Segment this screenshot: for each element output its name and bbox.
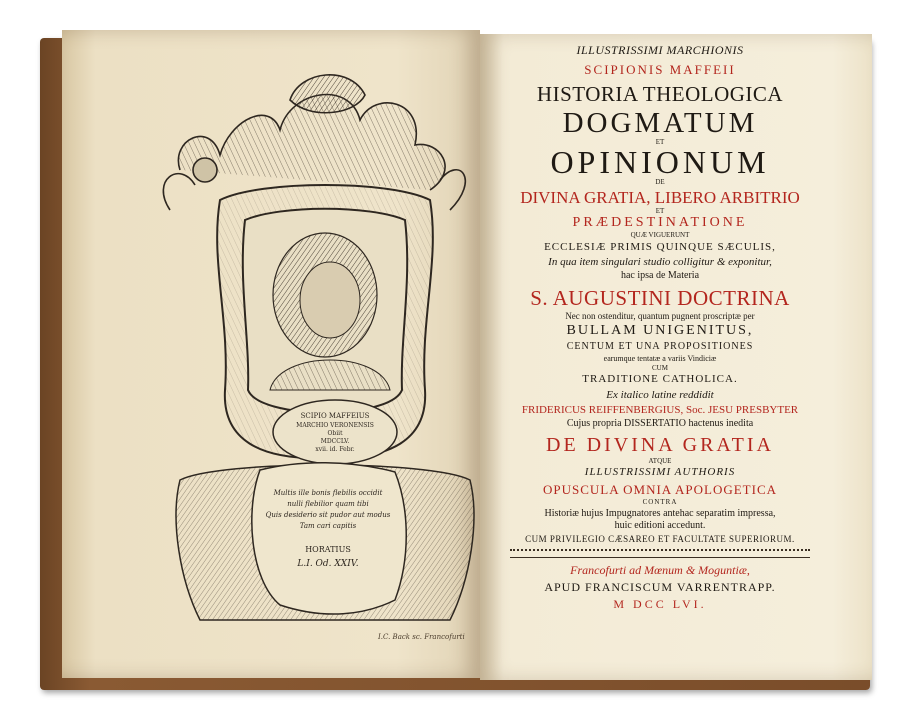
verse-line-1: Multis ille bonis flebilis occidit [273, 489, 383, 497]
title-line-28: OPUSCULA OMNIA APOLOGETICA [542, 482, 778, 497]
title-line-1: ILLUSTRISSIMI MARCHIONIS [576, 43, 744, 57]
title-line-15: S. AUGUSTINI DOCTRINA [530, 286, 790, 310]
title-line-7: DE [655, 178, 665, 186]
name-plaque [273, 400, 397, 464]
frontispiece-engraving [150, 60, 500, 640]
title-line-20: CUM [652, 364, 668, 372]
title-line-8: DIVINA GRATIA, LIBERO ARBITRIO [520, 188, 800, 207]
title-line-4: DOGMATUM [562, 107, 758, 139]
title-line-16: Nec non ostenditur, quantum pugnent proscriptæ per [565, 311, 755, 321]
verse-reference: L.I. Od. XXIV. [297, 559, 359, 569]
title-line-13: In qua item singulari studio colligitur & exponitur, [548, 256, 772, 268]
title-line-9: ET [655, 207, 665, 215]
title-page-text [482, 44, 838, 610]
title-line-18: CENTUM ET UNA PROPOSITIONES [566, 341, 754, 352]
title-line-21: TRADITIONE CATHOLICA. [582, 373, 738, 385]
title-line-24: Cujus propria DISSERTATIO hactenus inedita [566, 418, 754, 429]
plaque-line-2: MARCHIO VERONENSIS [296, 422, 374, 429]
title-line-23: FRIDERICUS REIFFENBERGIUS, Soc. JESU PRESBYTER [521, 404, 799, 416]
title-line-11: QUÆ VIGUERUNT [630, 231, 690, 239]
title-line-10: PRÆDESTINATIONE [572, 215, 748, 230]
ornamental-rule [510, 549, 810, 558]
title-line-2: SCIPIONIS MAFFEII [584, 62, 736, 77]
title-line-29: CONTRA [642, 498, 678, 506]
title-line-17: BULLAM UNIGENITUS, [566, 323, 754, 338]
verse-line-3: Quis desiderio sit pudor aut modus [265, 511, 391, 519]
title-line-30: Historiæ hujus Impugnatores antehac separatim impressa, [544, 508, 776, 519]
title-line-32: CUM PRIVILEGIO CÆSAREO ET FACULTATE SUPERIORUM. [525, 534, 795, 544]
plaque-line-4: MDCCLV. [320, 438, 350, 445]
title-line-5: ET [655, 138, 665, 146]
title-line-3: HISTORIA THEOLOGICA [536, 82, 784, 106]
verse-line-2: nulli flebilior quam tibi [287, 500, 369, 508]
plaque-line-1: SCIPIO MAFFEIUS [300, 412, 370, 420]
title-line-22: Ex italico latine reddidit [606, 389, 714, 401]
title-line-14: hac ipsa de Materia [620, 270, 700, 281]
verse-line-4: Tam cari capitis [299, 522, 357, 530]
title-line-26: ATQUE [648, 457, 672, 465]
title-line-19: earumque tentatæ a variis Vindiciæ [603, 354, 717, 363]
plaque-line-5: xvii. id. Febr. [315, 446, 355, 453]
imprint-date: M DCC LVI. [613, 597, 707, 611]
title-line-31: huic editioni accedunt. [614, 520, 706, 531]
title-line-6: OPINIONUM [550, 144, 770, 180]
engraver-credit: I.C. Back sc. Francofurti [378, 633, 465, 641]
title-line-12: ECCLESIÆ PRIMIS QUINQUE SÆCULIS, [544, 241, 776, 253]
title-line-25: DE DIVINA GRATIA [546, 434, 774, 456]
title-line-27: ILLUSTRISSIMI AUTHORIS [584, 466, 736, 478]
plaque-line-3: Obiit [327, 430, 343, 437]
pedestal [176, 463, 474, 620]
imprint-publisher: APUD FRANCISCUM VARRENTRAPP. [544, 580, 776, 594]
verse-attribution: HORATIUS [305, 545, 351, 554]
imprint-place: Francofurti ad Mœnum & Moguntiæ, [570, 563, 750, 577]
